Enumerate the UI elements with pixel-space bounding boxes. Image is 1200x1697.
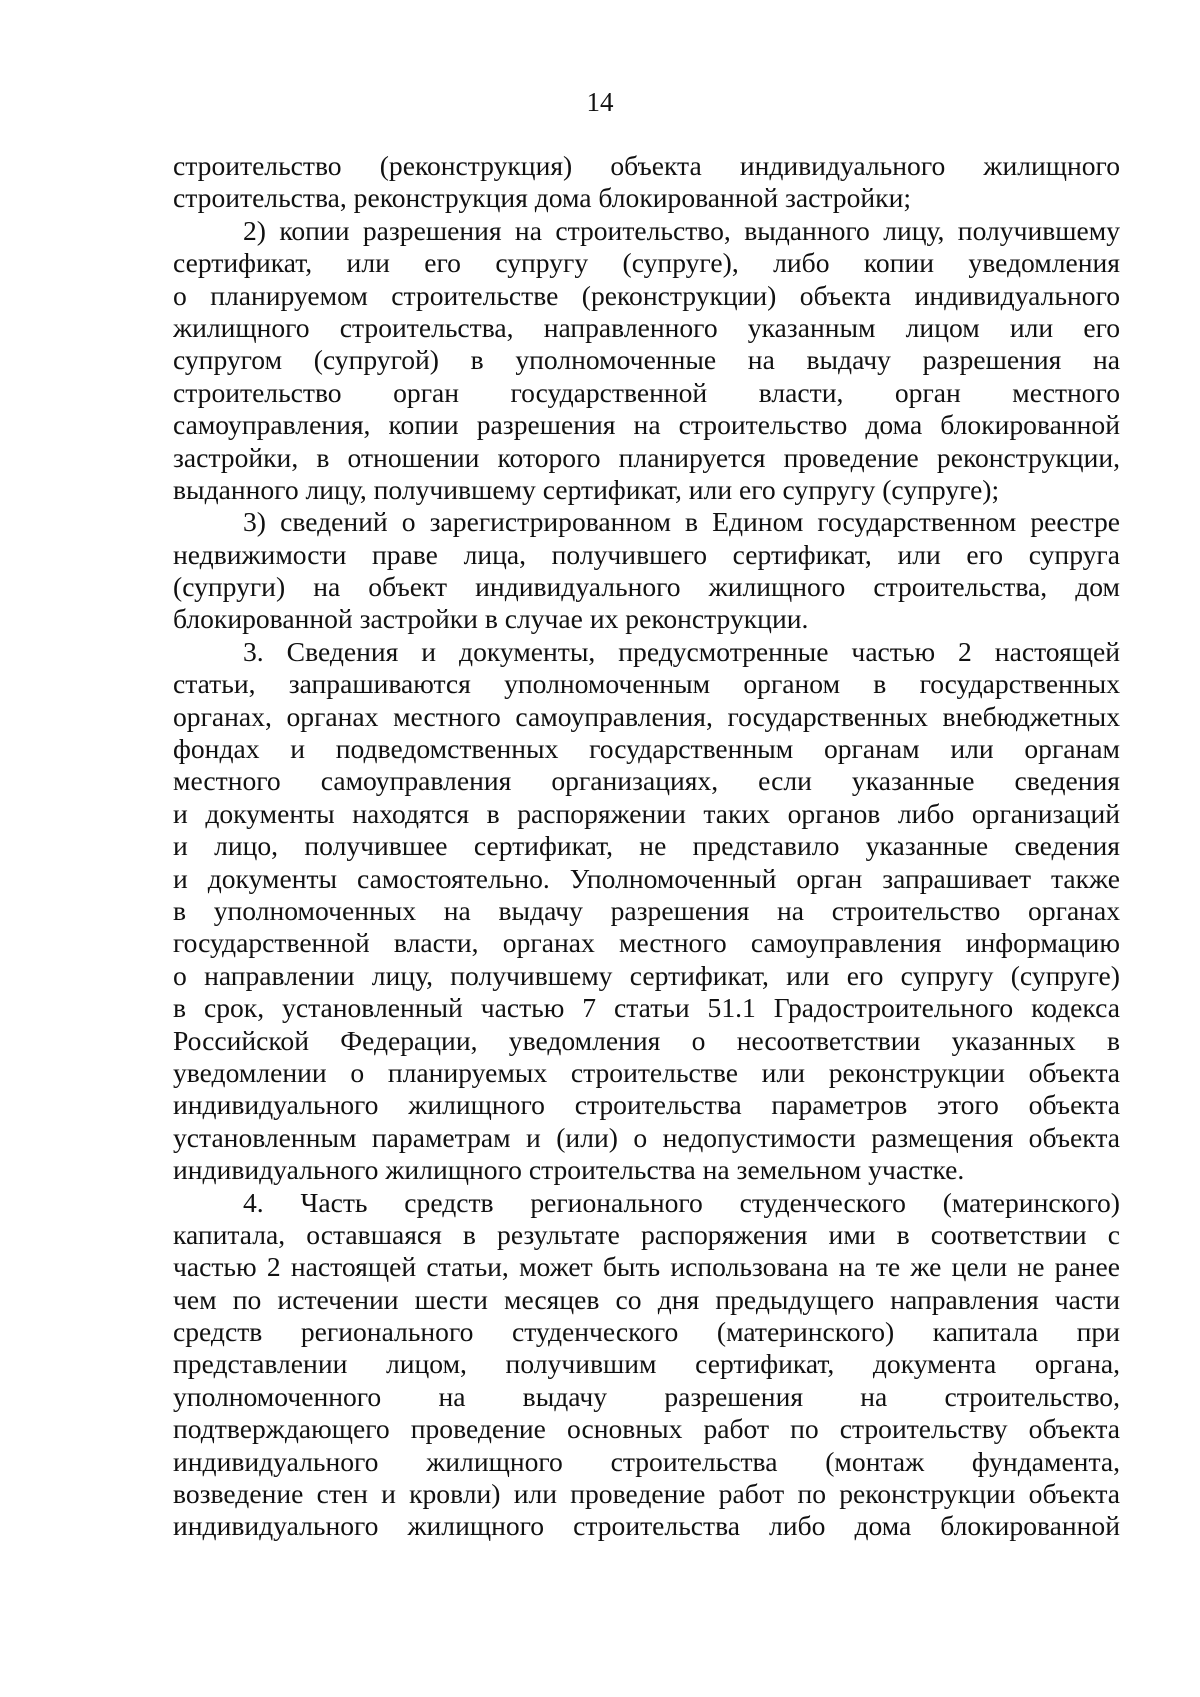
text-line: о направлении лицу, получившему сертификат, или его супругу (супруге) [173, 959, 1120, 991]
text-line: в уполномоченных на выдачу разрешения на строительство органах [173, 894, 1120, 926]
text-line: недвижимости праве лица, получившего сертификат, или его супруга [173, 538, 1120, 570]
text-line: капитала, оставшаяся в результате распоряжения ими в соответствии с [173, 1218, 1120, 1250]
text-line: 4. Часть средств регионального студенческого (материнского) [243, 1186, 1120, 1218]
text-line: чем по истечении шести месяцев со дня предыдущего направления части [173, 1283, 1120, 1315]
text-line: самоуправления, копии разрешения на строительство дома блокированной [173, 409, 1120, 441]
text-line: о планируемом строительстве (реконструкции) объекта индивидуального [173, 279, 1120, 311]
text-line: блокированной застройки в случае их реконструкции. [173, 603, 809, 635]
text-line: и документы самостоятельно. Уполномоченный орган запрашивает также [173, 862, 1120, 894]
text-line: супругом (супругой) в уполномоченные на выдачу разрешения на [173, 344, 1120, 376]
text-line: представлении лицом, получившим сертификат, документа органа, [173, 1348, 1120, 1380]
text-line: в срок, установленный частью 7 статьи 51.1 Градостроительного кодекса [173, 992, 1120, 1024]
text-line: уведомлении о планируемых строительстве или реконструкции объекта [173, 1056, 1120, 1088]
text-line: жилищного строительства, направленного указанным лицом или его [173, 311, 1120, 343]
text-line: выданного лицу, получившему сертификат, или его супругу (супруге); [173, 473, 1000, 505]
text-line: уполномоченного на выдачу разрешения на строительство, [173, 1380, 1120, 1412]
text-line: 2) копии разрешения на строительство, выданного лицу, получившему [243, 214, 1120, 246]
text-line: Российской Федерации, уведомления о несоответствии указанных в [173, 1024, 1120, 1056]
text-line: застройки, в отношении которого планируется проведение реконструкции, [173, 441, 1120, 473]
page-number: 14 [586, 87, 614, 117]
text-line: и лицо, получившее сертификат, не представило указанные сведения [173, 830, 1120, 862]
text-line: возведение стен и кровли) или проведение работ по реконструкции объекта [173, 1478, 1120, 1510]
text-line: индивидуального жилищного строительства либо дома блокированной [173, 1510, 1120, 1542]
text-line: статьи, запрашиваются уполномоченным органом в государственных [173, 668, 1120, 700]
text-line: и документы находятся в распоряжении таких органов либо организаций [173, 797, 1120, 829]
text-line: государственной власти, органах местного самоуправления информацию [173, 927, 1120, 959]
text-line: 3. Сведения и документы, предусмотренные частью 2 настоящей [243, 635, 1120, 667]
text-line: индивидуального жилищного строительства параметров этого объекта [173, 1089, 1120, 1121]
text-line: местного самоуправления организациях, если указанные сведения [173, 765, 1120, 797]
text-line: 3) сведений о зарегистрированном в Едином государственном реестре [243, 506, 1120, 538]
text-line: сертификат, или его супругу (супруге), либо копии уведомления [173, 247, 1120, 279]
text-line: строительство (реконструкция) объекта индивидуального жилищного [173, 150, 1120, 181]
text-line: установленным параметрам и (или) о недопустимости размещения объекта [173, 1121, 1120, 1153]
document-body [173, 150, 1120, 1543]
text-line: индивидуального жилищного строительства на земельном участке. [173, 1154, 965, 1186]
text-line: (супруги) на объект индивидуального жилищного строительства, дом [173, 571, 1120, 603]
text-line: строительство орган государственной власти, орган местного [173, 376, 1120, 408]
text-line: фондах и подведомственных государственным органам или органам [173, 733, 1120, 765]
text-line: средств регионального студенческого (материнского) капитала при [173, 1316, 1120, 1348]
text-line: подтверждающего проведение основных работ по строительству объекта [173, 1413, 1120, 1445]
text-line: индивидуального жилищного строительства (монтаж фундамента, [173, 1445, 1120, 1477]
text-line: органах, органах местного самоуправления, государственных внебюджетных [173, 700, 1120, 732]
text-line: строительства, реконструкция дома блокированной застройки; [173, 182, 912, 214]
text-line: частью 2 настоящей статьи, может быть использована на те же цели не ранее [173, 1251, 1120, 1283]
